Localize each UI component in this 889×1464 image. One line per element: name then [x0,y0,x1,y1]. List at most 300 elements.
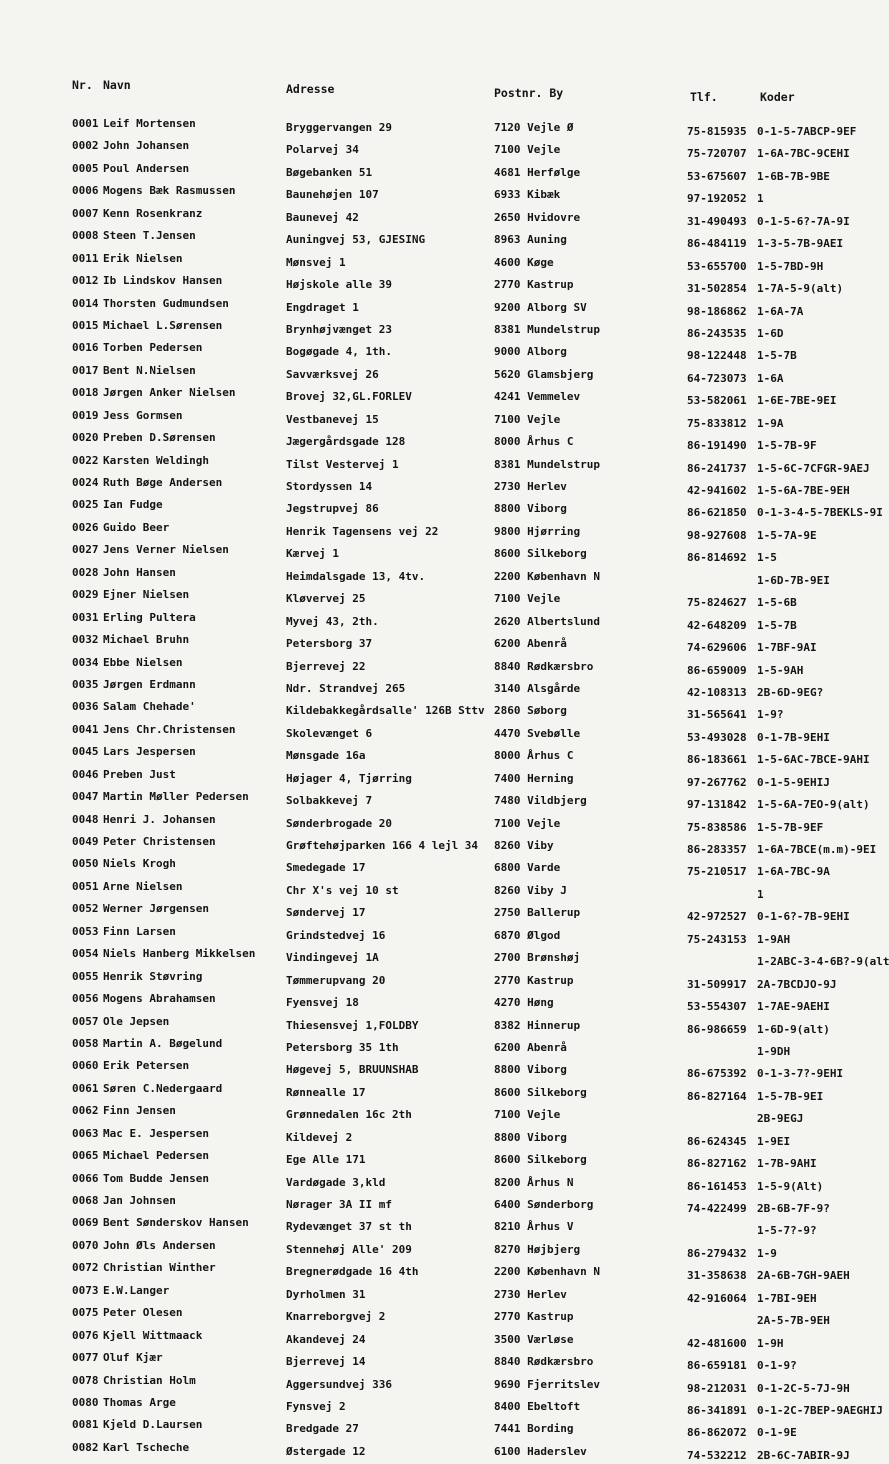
member-number: 0061 [72,1081,99,1095]
member-postal-city: 7120 Vejle Ø [494,121,574,134]
member-number: 0036 [72,700,99,714]
member-postal-city: 8382 Hinnerup [494,1018,581,1032]
member-codes: 1-5-7BD-9H [757,259,824,273]
member-phone: 86-624345 [687,1134,747,1148]
member-codes: 1-5 [757,551,777,565]
member-address: Nørager 3A II mf [286,1198,392,1211]
member-number: 0052 [72,902,99,916]
member-phone: 98-212031 [687,1381,747,1395]
member-address: Bregnerødgade 16 4th [286,1265,419,1279]
member-postal-city: 6100 Haderslev [494,1444,587,1458]
member-postal-city: 8210 Århus V [494,1220,574,1234]
member-number: 0041 [72,722,99,736]
member-phone: 98-122448 [687,349,747,363]
member-postal-city: 4470 Svebølle [494,726,581,740]
member-postal-city: 2730 Herlev [494,480,567,493]
member-address: Savværksvej 26 [286,367,379,381]
member-number: 0007 [72,206,99,220]
table-row [0,1305,872,1327]
member-name: Henrik Støvring [103,969,203,983]
member-phone: 86-243535 [687,326,747,340]
member-number: 0080 [72,1395,99,1409]
member-address: Højskole alle 39 [286,278,392,292]
member-number: 0051 [72,879,99,893]
member-name: Michael L.Sørensen [103,318,223,332]
member-address: Jægergårdsgade 128 [286,435,406,449]
member-postal-city: 3140 Alsgårde [494,681,581,695]
member-phone: 86-484119 [687,237,747,251]
member-postal-city: 2750 Ballerup [494,906,581,920]
member-postal-city: 9200 Alborg SV [494,300,587,314]
member-codes: 1-5-6B [757,596,797,610]
header-koder: Koder [760,90,795,104]
member-name: Mac E. Jespersen [103,1126,209,1140]
member-codes: 1-7BI-9EH [757,1291,817,1305]
table-row [0,340,872,362]
member-postal-city: 8200 Århus N [494,1175,574,1189]
member-phone: 97-267762 [687,775,747,789]
table-row [0,856,872,878]
table-row [0,1081,872,1103]
member-phone: 53-655700 [687,259,747,273]
member-postal-city: 8260 Viby J [494,883,567,897]
member-postal-city: 7100 Vejle [494,412,561,426]
member-address: Ege Alle 171 [286,1153,366,1167]
table-row [0,1238,872,1260]
member-address: Vardøgade 3,kld [286,1175,386,1189]
member-name: Christian Winther [103,1261,216,1275]
member-postal-city: 8270 Højbjerg [494,1242,581,1256]
member-phone: 86-161453 [687,1179,747,1193]
member-name: Ruth Bøge Andersen [103,476,223,489]
member-address: Rønnealle 17 [286,1085,366,1099]
member-number: 0075 [72,1306,99,1320]
member-number: 0072 [72,1261,99,1275]
member-codes: 1-9AH [757,932,791,946]
table-row [0,1215,872,1237]
member-name: Jens Chr.Christensen [103,722,236,736]
member-codes: 1-7BF-9AI [757,641,817,655]
table-row [0,1417,872,1439]
member-codes: 2A-5-7B-9EH [757,1314,830,1328]
member-name: John Johansen [103,139,190,153]
member-codes: 0-1-9E [757,1426,797,1440]
member-postal-city: 2730 Herlev [494,1287,567,1301]
member-number: 0077 [72,1351,99,1365]
member-name: Søren C.Nedergaard [103,1081,223,1095]
member-number: 0069 [72,1216,99,1230]
member-postal-city: 8000 Århus C [494,749,574,763]
member-codes: 1-6A-7BC-9A [757,865,830,879]
member-address: Bjerrevej 22 [286,659,366,673]
member-address: Thiesensvej 1,FOLDBY [286,1018,419,1032]
table-row [0,385,872,407]
member-codes: 1 [757,192,764,206]
member-name: Mogens Abrahamsen [103,992,216,1006]
member-postal-city: 6800 Varde [494,861,561,875]
member-codes: 2B-6C-7ABIR-9J [757,1448,850,1462]
table-row [0,722,872,744]
member-number: 0034 [72,655,99,669]
table-row [0,1014,872,1036]
member-codes: 0-1-3-4-5-7BEKLS-9I [757,506,883,520]
member-postal-city: 8800 Viborg [494,502,567,516]
member-number: 0012 [72,274,99,288]
member-name: Werner Jørgensen [103,902,209,916]
table-row [0,744,872,766]
member-name: Niels Krogh [103,857,176,871]
member-address: Petersborg 37 [286,637,373,651]
member-codes: 1-6A [757,371,784,385]
member-name: Martin Møller Pedersen [103,790,249,804]
member-postal-city: 7400 Herning [494,771,574,785]
member-postal-city: 3500 Værløse [494,1332,574,1346]
member-address: Vestbanevej 15 [286,412,379,426]
member-postal-city: 9690 Fjerritslev [494,1377,600,1391]
member-address: Dyrholmen 31 [286,1287,366,1301]
member-phone: 75-838586 [687,820,747,834]
member-name: Torben Pedersen [103,341,203,355]
table-row [0,812,872,834]
member-address: Bogøgade 4, 1th. [286,345,392,359]
member-phone: 42-941602 [687,484,747,497]
table-row [0,228,872,250]
member-address: Fyensvej 18 [286,996,359,1010]
member-phone: 75-815935 [687,125,747,138]
member-name: Ole Jepsen [103,1014,170,1028]
member-codes: 2A-6B-7GH-9AEH [757,1269,850,1283]
member-phone: 86-283357 [687,843,747,856]
member-codes: 1-3-5-7B-9AEI [757,237,844,251]
member-postal-city: 2200 København N [494,1265,600,1279]
member-phone: 42-972527 [687,910,747,924]
member-name: Jens Verner Nielsen [103,543,229,557]
member-name: Michael Pedersen [103,1149,209,1163]
member-phone: 53-554307 [687,1000,747,1014]
table-row [0,1171,872,1193]
table-row [0,520,872,542]
member-name: Kenn Rosenkranz [103,206,203,220]
member-postal-city: 6400 Sønderborg [494,1198,594,1211]
member-postal-city: 8381 Mundelstrup [494,322,600,336]
member-address: Kildebakkegårdsalle' 126B Sttv [286,704,485,718]
member-codes: 1-5-7B [757,349,797,363]
member-name: Arne Nielsen [103,879,183,893]
member-number: 0082 [72,1440,99,1454]
member-phone: 86-827164 [687,1089,747,1103]
member-phone: 31-502854 [687,282,747,296]
member-name: Ejner Nielsen [103,588,190,602]
member-address: Ndr. Strandvej 265 [286,681,406,695]
member-phone: 75-824627 [687,596,747,610]
table-row [0,1103,872,1125]
member-postal-city: 4241 Vemmelev [494,390,581,404]
member-codes: 1-2ABC-3-4-6B?-9(alt [757,955,889,969]
member-phone: 64-723073 [687,371,747,385]
member-name: Ebbe Nielsen [103,655,183,669]
member-number: 0002 [72,139,99,153]
member-number: 0048 [72,812,99,826]
table-row [0,161,872,183]
table-row [0,273,872,295]
member-phone: 53-582061 [687,394,747,408]
member-postal-city: 2770 Kastrup [494,1310,574,1324]
member-address: Bøgebanken 51 [286,165,373,179]
member-number: 0025 [72,498,99,512]
member-address: Grønnedalen 16c 2th [286,1108,412,1122]
member-address: Jegstrupvej 86 [286,502,379,516]
member-phone: 98-186862 [687,304,747,318]
table-row [0,1440,872,1462]
member-postal-city: 9800 Hjørring [494,524,581,538]
table-row [0,408,872,430]
table-row [0,206,872,228]
member-codes: 0-1-7B-9EHI [757,730,830,744]
member-name: Bent N.Nielsen [103,363,196,377]
member-name: Jørgen Anker Nielsen [103,386,236,400]
member-number: 0062 [72,1104,99,1118]
member-codes: 1-7A-5-9(alt) [757,282,844,296]
table-row [0,767,872,789]
member-address: Chr X's vej 10 st [286,883,399,897]
member-codes: 1 [757,887,764,901]
member-name: Mogens Bæk Rasmussen [103,184,236,198]
member-name: Steen T.Jensen [103,229,196,243]
member-name: Peter Olesen [103,1306,183,1320]
table-row [0,251,872,273]
table-row [0,565,872,587]
member-phone: 86-814692 [687,551,747,565]
table-row [0,475,872,497]
member-address: Bredgade 27 [286,1422,359,1436]
member-name: Niels Hanberg Mikkelsen [103,947,256,961]
table-row [0,542,872,564]
member-postal-city: 9000 Alborg [494,345,567,359]
member-codes: 1-5-6A-7EO-9(alt) [757,798,870,812]
member-address: Solbakkevej 7 [286,794,373,808]
member-name: Finn Jensen [103,1104,176,1118]
table-row [0,1036,872,1058]
member-phone: 98-927608 [687,528,747,542]
table-row [0,1395,883,1417]
member-phone: 75-243153 [687,932,747,946]
member-name: Martin A. Bøgelund [103,1036,223,1050]
member-phone: 74-532212 [687,1448,747,1462]
member-name: John Øls Andersen [103,1238,216,1252]
member-number: 0047 [72,790,99,804]
member-number: 0045 [72,745,99,759]
member-name: Jan Johnsen [103,1194,176,1207]
member-postal-city: 8840 Rødkærsbro [494,1355,594,1369]
member-address: Myvej 43, 2th. [286,614,379,628]
member-codes: 1-5-9(Alt) [757,1179,824,1193]
member-address: Brynhøjvænget 23 [286,322,392,336]
table-row [0,1058,872,1080]
member-postal-city: 7100 Vejle [494,592,561,606]
member-codes: 2B-6D-9EG? [757,685,824,699]
member-address: Højager 4, Tjørring [286,771,412,785]
member-codes: 1-5-7A-9E [757,528,817,542]
member-phone: 74-422499 [687,1202,747,1215]
member-rows [0,116,889,1462]
member-number: 0005 [72,161,99,175]
member-phone: 86-659009 [687,663,747,677]
member-codes: 1-6B-7B-9BE [757,169,830,183]
member-address: Østergade 12 [286,1444,366,1458]
member-phone: 86-279432 [687,1246,747,1260]
member-codes: 1-5-7B-9F [757,439,817,453]
member-phone: 75-210517 [687,865,747,879]
member-address: Henrik Tagensens vej 22 [286,524,439,538]
member-number: 0054 [72,947,99,961]
member-codes: 1-5-7B-9EF [757,820,824,834]
member-name: Poul Andersen [103,161,190,175]
member-codes: 0-1-5-9EHIJ [757,775,830,789]
member-number: 0060 [72,1059,99,1073]
table-row [0,610,872,632]
member-name: Michael Bruhn [103,633,190,647]
member-codes: 1-9A [757,416,784,430]
member-name: Christian Holm [103,1373,196,1387]
member-postal-city: 2770 Kastrup [494,278,574,292]
table-row [0,363,872,385]
member-postal-city: 8260 Viby [494,839,554,852]
member-number: 0066 [72,1171,99,1185]
member-address: Petersborg 35 1th [286,1040,399,1054]
member-address: Auningvej 53, GJESING [286,233,426,247]
table-row [0,699,872,721]
member-codes: 1-5-7B [757,618,797,632]
member-postal-city: 6200 Abenrå [494,637,567,651]
member-name: Preben Just [103,767,176,781]
member-number: 0029 [72,588,99,602]
table-row [0,677,872,699]
member-number: 0065 [72,1149,99,1163]
member-postal-city: 8963 Auning [494,233,567,247]
table-row [0,183,872,205]
table-row [0,497,883,520]
member-codes: 1-9DH [757,1044,791,1058]
member-postal-city: 7100 Vejle [494,1108,561,1122]
member-number: 0058 [72,1036,99,1050]
member-address: Tømmerupvang 20 [286,973,386,987]
member-address: Søndervej 17 [286,906,366,920]
member-name: Thorsten Gudmundsen [103,296,229,310]
table-row [0,879,872,901]
member-codes: 1-9H [757,1336,784,1350]
table-row [0,789,872,811]
member-number: 0022 [72,453,99,467]
member-phone: 86-986659 [687,1022,747,1036]
member-address: Bryggervangen 29 [286,121,392,134]
member-codes: 0-1-5-7ABCP-9EF [757,125,857,138]
member-number: 0035 [72,677,99,691]
table-row [0,430,872,452]
table-row [0,1148,872,1170]
member-postal-city: 2650 Hvidovre [494,210,581,224]
table-row [0,901,872,923]
table-row [0,318,872,340]
table-row [0,138,872,160]
member-address: Grøftehøjparken 166 4 lejl 34 [286,839,479,852]
member-name: John Hansen [103,565,176,579]
member-phone: 97-131842 [687,798,747,812]
member-codes: 1-6A-7BC-9CEHI [757,147,850,161]
member-postal-city: 8600 Silkeborg [494,1153,587,1167]
member-postal-city: 8800 Viborg [494,1063,567,1077]
header-tlf: Tlf. [690,90,718,104]
member-name: Karsten Weldingh [103,453,209,467]
member-address: Heimdalsgade 13, 4tv. [286,569,426,583]
member-codes: 2B-6B-7F-9? [757,1202,830,1215]
member-address: Knarreborgvej 2 [286,1310,386,1324]
member-number: 0063 [72,1126,99,1140]
member-phone: 42-108313 [687,685,747,699]
table-row [0,296,872,318]
member-number: 0008 [72,229,99,243]
table-row [0,1193,872,1215]
member-codes: 0-1-2C-5-7J-9H [757,1381,850,1395]
member-phone: 86-659181 [687,1359,747,1373]
member-number: 0028 [72,565,99,579]
member-name: Preben D.Sørensen [103,431,216,445]
table-row [0,116,872,138]
member-postal-city: 8600 Silkeborg [494,547,587,561]
member-codes: 0-1-5-6?-7A-9I [757,214,850,228]
member-postal-city: 6870 Ølgod [494,928,561,942]
member-number: 0006 [72,184,99,198]
member-name: Ian Fudge [103,498,163,512]
member-name: Leif Mortensen [103,117,196,130]
member-phone: 86-341891 [687,1403,747,1417]
member-name: Peter Christensen [103,835,216,848]
member-phone: 53-675607 [687,169,747,183]
member-address: Kærvej 1 [286,547,339,561]
member-phone: 97-192052 [687,192,747,206]
member-codes: 0-1-2C-7BEP-9AEGHIJ [757,1403,883,1417]
member-name: Kjeld D.Laursen [103,1418,203,1432]
member-address: Brovej 32,GL.FORLEV [286,390,412,404]
member-address: Bjerrevej 14 [286,1355,366,1369]
member-codes: 1-5-9AH [757,663,804,677]
member-number: 0070 [72,1238,99,1252]
table-row [0,1328,872,1350]
member-postal-city: 8600 Silkeborg [494,1085,587,1099]
member-name: Salam Chehade' [103,700,196,714]
member-phone: 53-493028 [687,730,747,744]
table-row [0,1350,872,1372]
member-address: Aggersundvej 336 [286,1377,392,1391]
member-address: Grindstedvej 16 [286,928,386,942]
table-row [0,655,872,677]
member-number: 0019 [72,408,99,422]
member-address: Smedegade 17 [286,861,366,875]
member-phone: 86-191490 [687,439,747,453]
table-row [0,1126,872,1148]
member-codes: 0-1-6?-7B-9EHI [757,910,850,924]
member-codes: 1-6D-9(alt) [757,1022,830,1036]
member-postal-city: 4681 Herfølge [494,165,581,179]
member-number: 0024 [72,476,99,489]
header-adresse: Adresse [286,82,335,96]
table-row [0,1260,872,1282]
member-number: 0050 [72,857,99,871]
member-name: Guido Beer [103,520,170,534]
member-number: 0027 [72,543,99,557]
member-address: Polarvej 34 [286,143,359,157]
member-codes: 2B-9EGJ [757,1112,804,1126]
member-codes: 1-9? [757,708,784,722]
